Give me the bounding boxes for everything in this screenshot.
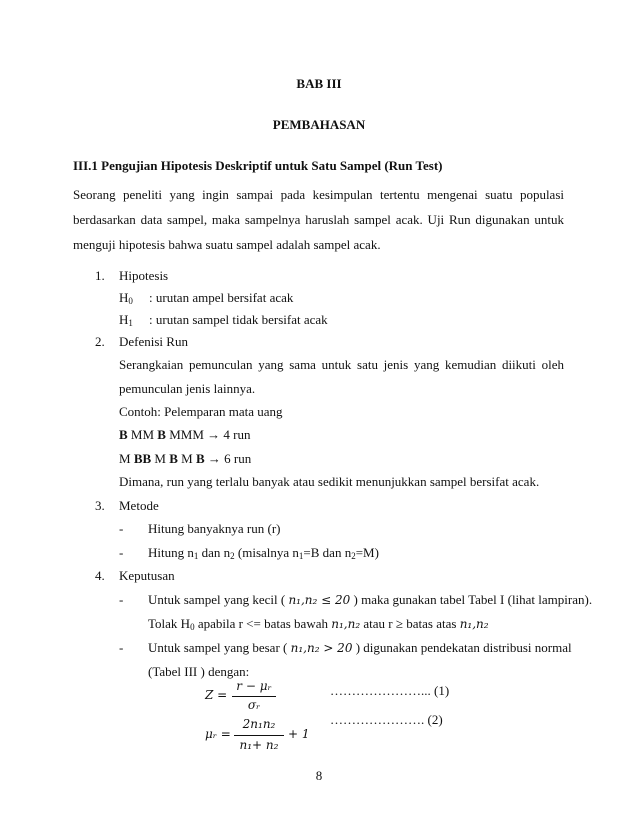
intro-line-1: Seorang peneliti yang ingin sampai pada kesimpulan tertentu mengenai suatu populasi [73, 187, 564, 202]
metode-step-2: Hitung $n_1$ dan $n_2$ (misalnya $n_1=B$ dan $n_2=M$) [148, 545, 379, 561]
dash: - [119, 521, 124, 536]
example-2: M BB M B M B → 6 run [119, 451, 252, 466]
hipotesis-heading: Hipotesis [119, 268, 169, 283]
section-heading: III.1 Pengujian Hipotesis Deskriptif untuk Satu Sampel (Run Test) [73, 158, 443, 173]
page-number: 8 [315, 768, 323, 783]
keputusan-2-line-1: Untuk sampel yang besar ( n₁,n₂ > 20 ) digunakan pendekatan distribusi normal [148, 640, 572, 655]
formula-ref-1: …………………... (1) [330, 683, 450, 698]
chapter-number: BAB III [296, 76, 342, 91]
formula-ref-2: …………………. (2) [330, 712, 443, 727]
formula-z-denominator: σᵣ [247, 698, 261, 712]
definisi-heading: Defenisi Run [119, 334, 188, 349]
definisi-line-1: Serangkaian pemunculan yang sama untuk satu jenis yang kemudian diikuti oleh [119, 357, 564, 372]
formula-mu-plus-one: + 1 [288, 727, 310, 741]
formula-mu-numerator: 2n₁n₂ [242, 717, 276, 731]
dash: - [119, 545, 124, 560]
keputusan-2-line-2: (Tabel III ) dengan: [148, 664, 250, 679]
item-number-3: 3. [95, 498, 105, 513]
h0-label: $H_0$ [119, 290, 133, 306]
item-number-4: 4. [95, 568, 105, 583]
formula-z-fraction-bar [232, 696, 276, 697]
intro-line-3: menguji hipotesis bahwa suatu sampel adalah sampel acak. [73, 237, 381, 252]
dimana-line: Dimana, run yang terlalu banyak atau sedikit menunjukkan sampel bersifat acak. [119, 474, 540, 489]
example-1: B MM B MMM → 4 run [119, 427, 251, 442]
item-number-1: 1. [95, 268, 105, 283]
h1-label: $H_1$ [119, 312, 133, 328]
intro-line-2: berdasarkan data sampel, maka sampelnya haruslah sampel acak. Uji Run digunakan untuk [73, 212, 564, 227]
dash: - [119, 640, 124, 655]
h1-text: : urutan sampel tidak bersifat acak [149, 312, 328, 327]
contoh-line: Contoh: Pelemparan mata uang [119, 404, 283, 419]
keputusan-1-line-2: Tolak $H_0$ apabila r <= batas bawah n₁,n₂ atau r ≥ batas atas n₁,n₂ [148, 616, 489, 632]
chapter-title: PEMBAHASAN [272, 117, 366, 132]
dash: - [119, 592, 124, 607]
h0-text: : urutan ampel bersifat acak [149, 290, 294, 305]
formula-mu-denominator: n₁+ n₂ [239, 738, 279, 752]
formula-z-numerator: r − μᵣ [236, 679, 272, 693]
metode-step-1: Hitung banyaknya run (r) [148, 521, 281, 536]
metode-heading: Metode [119, 498, 159, 513]
keputusan-1-line-1: Untuk sampel yang kecil ( n₁,n₂ ≤ 20 ) maka gunakan tabel Tabel I (lihat lampiran). [148, 592, 593, 607]
formula-mu-fraction-bar [234, 735, 284, 736]
keputusan-heading: Keputusan [119, 568, 175, 583]
definisi-line-2: pemunculan jenis lainnya. [119, 381, 256, 396]
arrow-icon: → [207, 451, 221, 466]
formula-mu-lhs: μᵣ = [205, 727, 231, 741]
formula-z-lhs: Z = [205, 688, 228, 702]
arrow-icon: → [207, 427, 221, 442]
item-number-2: 2. [95, 334, 105, 349]
